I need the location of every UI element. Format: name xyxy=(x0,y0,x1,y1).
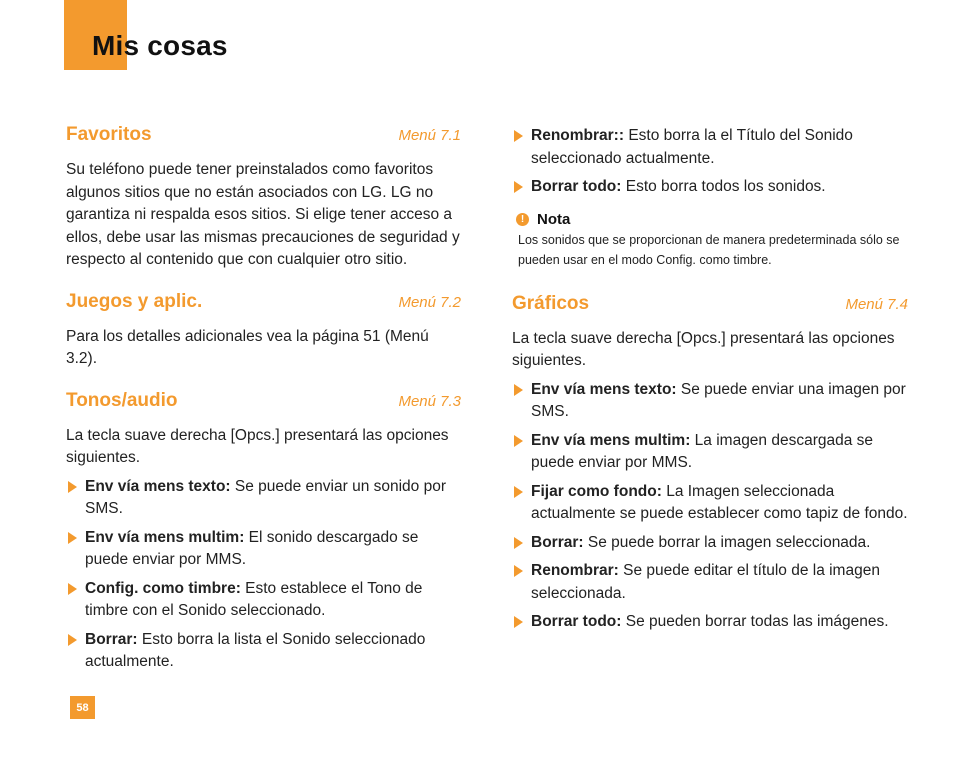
exclamation-icon: ! xyxy=(516,213,529,226)
right-column xyxy=(512,124,908,634)
section-body: La tecla suave derecha [Opcs.] presentará las opciones siguientes. xyxy=(512,329,895,369)
section-body: Para los detalles adicionales vea la página 51 (Menú 3.2). xyxy=(66,327,429,367)
arrow-right-icon xyxy=(68,532,77,544)
note-box xyxy=(512,211,908,271)
arrow-right-icon xyxy=(514,130,523,142)
section-header xyxy=(66,291,461,313)
arrow-right-icon xyxy=(68,481,77,493)
menu-number: Menú 7.1 xyxy=(398,127,461,144)
section-title: Tonos/audio xyxy=(66,389,178,411)
arrow-right-icon xyxy=(514,537,523,549)
section-body: La tecla suave derecha [Opcs.] presentará las opciones siguientes. xyxy=(66,426,449,466)
list-item: Borrar todo: Esto borra todos los sonidos. xyxy=(512,176,908,199)
menu-number: Menú 7.2 xyxy=(398,293,461,311)
list-item: Env vía mens multim: La imagen descargada se puede enviar por MMS. xyxy=(512,430,908,475)
note-label: Nota xyxy=(537,210,571,228)
list-item: Fijar como fondo: La Imagen seleccionada actualmente se puede establecer como tapiz de fondo. xyxy=(512,481,908,526)
list-item: Renombrar: Se puede editar el título de la imagen seleccionada. xyxy=(512,560,908,605)
page-title: Mis cosas xyxy=(92,30,228,61)
arrow-right-icon xyxy=(514,435,523,447)
option-list xyxy=(512,379,908,634)
arrow-right-icon xyxy=(514,565,523,577)
left-column xyxy=(66,124,461,674)
menu-number: Menú 7.3 xyxy=(398,392,461,410)
list-item: Env vía mens texto: Se puede enviar una imagen por SMS. xyxy=(512,379,908,424)
arrow-right-icon xyxy=(68,634,77,646)
note-header xyxy=(512,211,908,228)
section-header xyxy=(66,390,461,412)
arrow-right-icon xyxy=(514,616,523,628)
section-tonos xyxy=(66,390,461,674)
section-juegos xyxy=(66,291,461,371)
section-body: Su teléfono puede tener preinstalados como favoritos algunos sitios que no están asociados con LG. LG no garantiza ni respalda esos sitios. Si elige tener acceso a ellos, debe usar las mismas precauciones de seguridad y respecto al contenido que con cualquier otro sitio. xyxy=(66,161,460,268)
list-item: Env vía mens multim: El sonido descargado se puede enviar por MMS. xyxy=(66,527,461,572)
section-title: Gráficos xyxy=(512,292,590,314)
section-graficos xyxy=(512,293,908,634)
list-item: Borrar: Esto borra la lista el Sonido seleccionado actualmente. xyxy=(66,629,461,674)
section-favoritos xyxy=(66,124,461,272)
section-title: Juegos y aplic. xyxy=(66,290,203,312)
arrow-right-icon xyxy=(514,384,523,396)
arrow-right-icon xyxy=(68,583,77,595)
list-item: Config. como timbre: Esto establece el Tono de timbre con el Sonido seleccionado. xyxy=(66,578,461,623)
list-item: Renombrar:: Esto borra la el Título del Sonido seleccionado actualmente. xyxy=(512,125,908,170)
note-text: Los sonidos que se proporcionan de manera predeterminada sólo se pueden usar en el modo Config. como timbre. xyxy=(518,232,900,267)
arrow-right-icon xyxy=(514,486,523,498)
page-number: 58 xyxy=(70,696,95,719)
arrow-right-icon xyxy=(514,181,523,193)
section-header xyxy=(66,124,461,146)
section-title: Favoritos xyxy=(66,124,152,145)
section-header xyxy=(512,293,908,315)
option-list xyxy=(66,476,461,674)
list-item: Borrar todo: Se pueden borrar todas las imágenes. xyxy=(512,611,908,634)
option-list xyxy=(512,125,908,199)
menu-number: Menú 7.4 xyxy=(845,295,908,313)
list-item: Borrar: Se puede borrar la imagen seleccionada. xyxy=(512,532,908,555)
list-item: Env vía mens texto: Se puede enviar un sonido por SMS. xyxy=(66,476,461,521)
